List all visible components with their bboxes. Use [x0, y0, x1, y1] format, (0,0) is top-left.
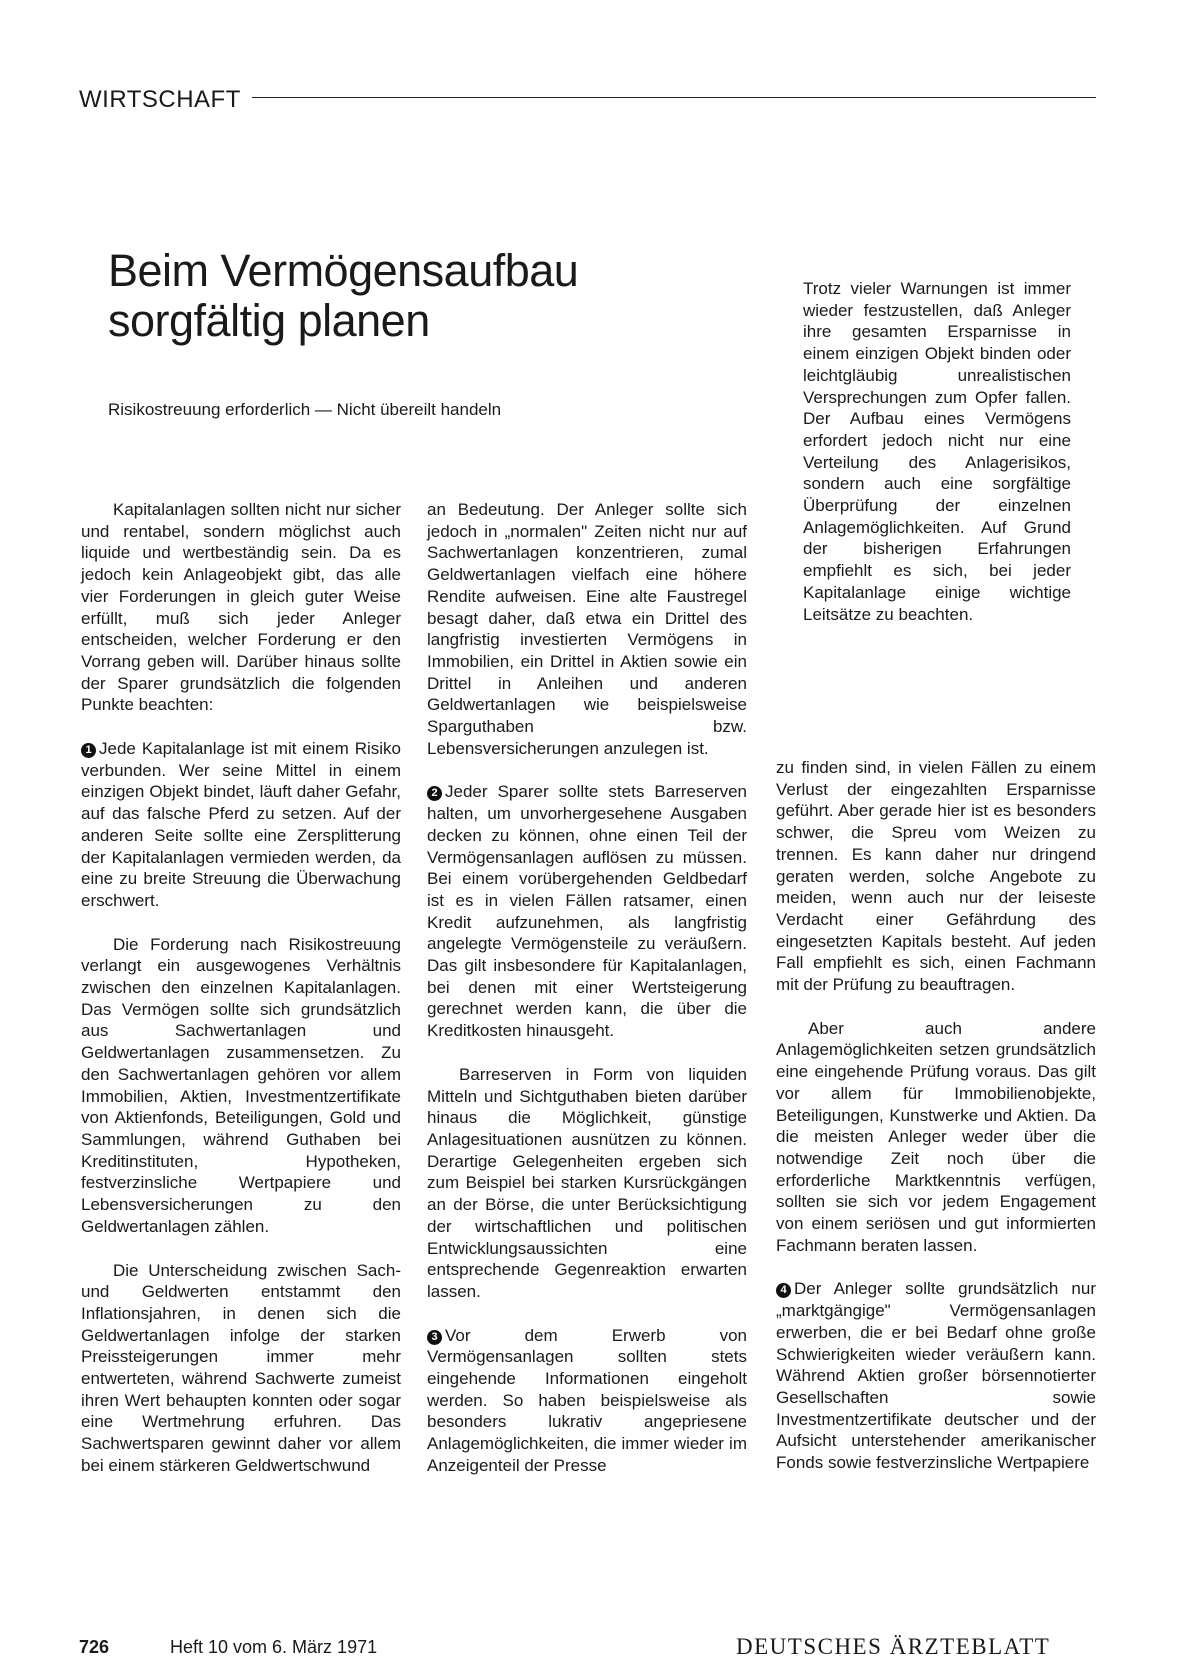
- number-2-icon: 2: [427, 786, 442, 801]
- point-2-text: Jeder Sparer sollte stets Barreserven halten, um unvorhergesehene Ausgaben decken zu können, ohne einen Teil der Vermögensanlagen auflösen zu müssen. Bei einem vorübergehenden Geldbedarf ist es in vielen Fällen ratsamer, einen Kredit aufzunehmen, als langfristig angelegte Vermögensteile zu veräußern. Das gilt insbesondere für Kapitalanlagen, bei denen mit einer Wertsteigerung gerechnet werden kann, die über die Kreditkosten hinausgeht.: [427, 782, 747, 1041]
- point-3: [427, 1325, 747, 1477]
- point-2: [427, 781, 747, 1041]
- paragraph: zu finden sind, in vielen Fällen zu einem Verlust der eingezahlten Ersparnisse geführt. Aber gerade hier ist es besonders schwer, die Spreu vom Weizen zu trennen. Es kann daher nur dringend geraten werden, solche Angebote zu meiden, wenn auch nur der leiseste Verdacht einer Gefährdung des eingesetzten Kapitals besteht. Auf jeden Fall empfiehlt es sich, einen Fachmann mit der Prüfung zu beauftragen.: [776, 758, 1096, 995]
- column-1: [81, 499, 401, 1477]
- article-teaser: [803, 278, 1071, 625]
- article-title: Beim Vermögensaufbau sorgfältig planen: [108, 245, 579, 346]
- journal-name: DEUTSCHES ÄRZTEBLATT: [736, 1634, 1051, 1659]
- paragraph: Die Unterscheidung zwischen Sach- und Geldwerten entstammt den Inflationsjahren, in denen sich die Geldwertanlagen infolge der starken Preissteigerungen immer mehr entwerteten, während Sachwerte zumeist ihren Wert behaupten konnten oder sogar eine Wertmehrung erfuhren. Das Sachwertsparen gewinnt daher vor allem bei einem stärkeren Geldwertschwund: [81, 1260, 401, 1475]
- paragraph: Die Forderung nach Risikostreuung verlangt ein ausgewogenes Verhältnis zwischen den einzelnen Kapitalanlagen. Das Vermögen sollte sich grundsätzlich aus Sachwertanlagen und Geldwertanlagen zusammensetzen. Zu den Sachwertanlagen gehören vor allem Immobilien, Aktien, Investmentzertifikate von Aktienfonds, Beteiligungen, Gold und Sammlungen, während Guthaben bei Kreditinstituten, Hypotheken, festverzinsliche Wertpapiere und Lebensversicherungen zu den Geldwertanlagen zählen.: [81, 934, 401, 1236]
- number-3-icon: 3: [427, 1330, 442, 1345]
- point-4-text: Der Anleger sollte grundsätzlich nur „marktgängige" Vermögensanlagen erwerben, die er bei Bedarf ohne große Schwierigkeiten wieder veräußern kann. Während Aktien großer börsennotierter Gesellschaften sowie Investmentzertifikate deutscher und der Aufsicht unterstehender amerikanischer Fonds sowie festverzinsliche Wertpapiere: [776, 1279, 1096, 1473]
- teaser-paragraph: Trotz vieler Warnungen ist immer wieder festzustellen, daß Anleger ihre gesamten Ersparnisse in einem einzigen Objekt binden oder leichtgläubig unrealistischen Versprechungen zum Opfer fallen. Der Aufbau eines Vermögens erfordert jedoch nicht nur eine Verteilung des Anlagerisikos, sondern auch eine sorgfältige Überprüfung der einzelnen Anlagemöglichkeiten. Auf Grund der bisherigen Erfahrungen empfiehlt es sich, bei jeder Kapitalanlage einige wichtige Leitsätze zu beachten.: [803, 279, 1071, 624]
- page-number: 726: [79, 1637, 110, 1657]
- point-1: [81, 738, 401, 912]
- issue-info: Heft 10 vom 6. März 1971: [170, 1637, 378, 1657]
- column-3: [776, 757, 1096, 1474]
- number-1-icon: 1: [81, 743, 96, 758]
- paragraph: an Bedeutung. Der Anleger sollte sich jedoch in „normalen" Zeiten nicht nur auf Sachwertanlagen konzentrieren, zumal Geldwertanlagen vielfach eine höhere Rendite aufweisen. Eine alte Faustregel besagt daher, daß etwa ein Drittel des langfristig investierten Vermögens in Immobilien, ein Drittel in Aktien sowie ein Drittel in Anleihen und anderen Geldwertanlagen wie beispielsweise Sparguthaben bzw. Lebensversicherungen anzulegen ist.: [427, 500, 747, 758]
- article-subtitle: Risikostreuung erforderlich — Nicht übereilt handeln: [108, 400, 502, 419]
- paragraph: Aber auch andere Anlagemöglichkeiten setzen grundsätzlich eine eingehende Prüfung voraus. Das gilt vor allem für Immobilienobjekte, Beteiligungen, Kunstwerke und Aktien. Da die meisten Anleger weder über die notwendige Zeit noch über die erforderliche Marktkenntnis verfügen, sollten sie sich vor jedem Engagement von einem seriösen und gut informierten Fachmann beraten lassen.: [776, 1018, 1096, 1255]
- paragraph: Barreserven in Form von liquiden Mitteln und Sichtguthaben bieten darüber hinaus die Möglichkeit, günstige Anlagesituationen ausnützen zu können. Derartige Gelegenheiten ergeben sich zum Beispiel bei starken Kursrückgängen an der Börse, die unter Berücksichtigung der wirtschaftlichen und politischen Entwicklungsaussichten eine entsprechende Gegenreaktion erwarten lassen.: [427, 1064, 747, 1301]
- number-4-icon: 4: [776, 1283, 791, 1298]
- point-3-text: Vor dem Erwerb von Vermögensanlagen sollten stets eingehende Informationen eingeholt werden. So haben beispielsweise als besonders lukrativ angepriesene Anlagemöglichkeiten, die immer wieder im Anzeigenteil der Presse: [427, 1325, 747, 1475]
- section-rule: [252, 97, 1096, 98]
- section-label: WIRTSCHAFT: [79, 86, 241, 113]
- paragraph: Kapitalanlagen sollten nicht nur sicher und rentabel, sondern möglichst auch liquide und wertbeständig sein. Da es jedoch kein Anlageobjekt gibt, das alle vier Forderungen in gleich guter Weise erfüllt, muß sich jeder Anleger entscheiden, welcher Forderung er den Vorrang geben will. Darüber hinaus sollte der Sparer grundsätzlich die folgenden Punkte beachten:: [81, 500, 401, 715]
- point-4: [776, 1278, 1096, 1473]
- column-2: [427, 499, 747, 1477]
- point-1-text: Jede Kapitalanlage ist mit einem Risiko verbunden. Wer seine Mittel in einem einzigen Objekt bindet, läuft daher Gefahr, auf das falsche Pferd zu setzen. Auf der anderen Seite sollte eine Zersplitterung der Kapitalanlagen vermieden werden, da eine zu breite Streuung die Überwachung erschwert.: [81, 739, 401, 910]
